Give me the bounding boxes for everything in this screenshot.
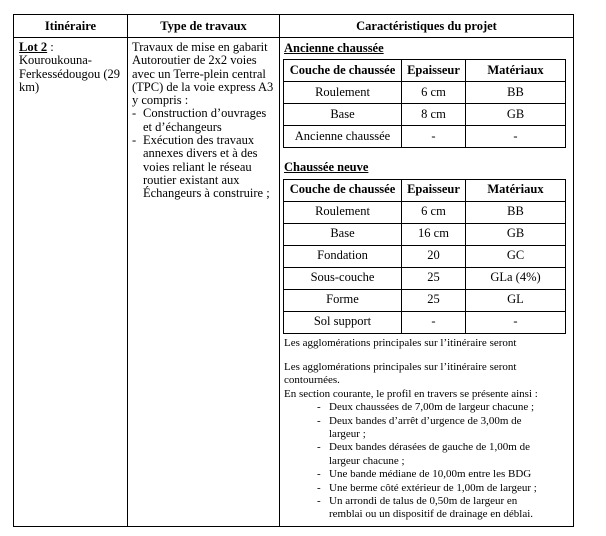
- dash-bullet: -: [317, 495, 321, 508]
- cell-thickness: 16 cm: [402, 224, 466, 245]
- characteristics-cell: [280, 38, 573, 526]
- profile-item-text: Un arrondi de talus de 0,50m de largeur en remblai ou un dispositif de drainage en déblai.: [329, 495, 534, 521]
- table-row: [284, 311, 565, 333]
- profile-intro: En section courante, le profil en travers se présente ainsi :: [284, 387, 538, 400]
- cell-material: -: [513, 129, 518, 144]
- works-item-text: Construction d’ouvrages et d’échangeurs: [143, 106, 267, 134]
- profile-list: [317, 401, 569, 522]
- cell-material: -: [513, 314, 518, 329]
- lot-suffix: :: [47, 40, 54, 54]
- works-cell: [128, 38, 280, 526]
- cell-material: GB: [506, 226, 525, 241]
- cell-material: GB: [506, 107, 525, 122]
- new-road-table: [283, 179, 566, 334]
- col-couche: Couche de chaussée: [284, 60, 402, 81]
- header-type-travaux: Type de travaux: [128, 15, 280, 37]
- profile-item-text: Deux bandes dérasées de gauche de 1,00m de largeur chacune ;: [329, 441, 530, 467]
- cell-thickness: 6 cm: [402, 202, 466, 223]
- cell-thickness: 20: [402, 246, 466, 267]
- col-epaisseur: Epaisseur: [402, 180, 466, 201]
- cell-layer: Roulement: [284, 82, 402, 103]
- profile-list-item: [317, 401, 569, 414]
- cell-material: BB: [507, 204, 524, 219]
- cell-thickness: -: [402, 312, 466, 333]
- agglomerations-note-1: Les agglomérations principales sur l’itinéraire seront: [284, 336, 517, 349]
- table-row: [284, 125, 565, 147]
- table-row: [284, 223, 565, 245]
- table-row: [284, 289, 565, 311]
- table-row: [284, 267, 565, 289]
- cell-thickness: 6 cm: [402, 82, 466, 103]
- cell-layer: Forme: [284, 290, 402, 311]
- table-body-row: [14, 38, 573, 526]
- cell-thickness: 25: [402, 268, 466, 289]
- dash-bullet: -: [132, 133, 137, 148]
- cell-layer: Roulement: [284, 202, 402, 223]
- table-row: [284, 103, 565, 125]
- project-table: [13, 14, 574, 527]
- itinerary-cell: [14, 38, 128, 526]
- cell-layer: Ancienne chaussée: [284, 126, 402, 147]
- dash-bullet: -: [317, 441, 321, 454]
- new-road-title: Chaussée neuve: [284, 160, 369, 175]
- agglomerations-note-2: Les agglomérations principales sur l’itinéraire seront contournées.: [284, 361, 517, 387]
- works-list: [132, 107, 277, 200]
- route-text: Kouroukouna-Ferkessédougou (29 km): [19, 53, 121, 94]
- profile-list-item: [317, 482, 569, 495]
- profile-list-item: [317, 468, 569, 481]
- profile-item-text: Une berme côté extérieur de 1,00m de largeur ;: [329, 481, 537, 494]
- col-couche: Couche de chaussée: [284, 180, 402, 201]
- works-intro: Travaux de mise en gabarit Autoroutier de 2x2 voies avec un Terre-plein central (TPC) de la voie express A3 y compris :: [132, 40, 274, 108]
- cell-thickness: 8 cm: [402, 104, 466, 125]
- col-materiaux: Matériaux: [487, 63, 544, 78]
- works-item-text: Exécution des travaux annexes divers et à des voies reliant le réseau routier existant aux Échangeurs à construire ;: [143, 133, 270, 201]
- cell-material: GL: [507, 292, 524, 307]
- table-row: [284, 245, 565, 267]
- cell-material: GLa (4%): [490, 270, 541, 285]
- cell-thickness: 25: [402, 290, 466, 311]
- cell-layer: Fondation: [284, 246, 402, 267]
- table-row: [284, 81, 565, 103]
- profile-item-text: Deux chaussées de 7,00m de largeur chacune ;: [329, 401, 535, 414]
- profile-list-item: [317, 441, 569, 468]
- profile-item-text: Une bande médiane de 10,00m entre les BDG: [329, 468, 532, 481]
- old-road-title: Ancienne chaussée: [284, 41, 384, 55]
- cell-layer: Sous-couche: [284, 268, 402, 289]
- dash-bullet: -: [317, 414, 321, 427]
- lot-line: [19, 41, 123, 54]
- profile-item-text: Deux bandes d’arrêt d’urgence de 3,00m de largeur ;: [329, 414, 522, 441]
- dash-bullet: -: [317, 481, 321, 494]
- cell-material: BB: [507, 85, 524, 100]
- cell-layer: Sol support: [284, 312, 402, 333]
- dash-bullet: -: [317, 468, 321, 481]
- profile-list-item: [317, 495, 569, 522]
- header-itineraire: Itinéraire: [14, 15, 128, 37]
- profile-list-item: [317, 415, 569, 442]
- lot-label: Lot 2: [19, 40, 48, 54]
- table-row: [284, 201, 565, 223]
- dash-bullet: -: [317, 401, 321, 414]
- works-list-item: [132, 134, 277, 200]
- cell-material: GC: [506, 248, 525, 263]
- works-list-item: [132, 107, 277, 134]
- old-road-table-header: [284, 60, 565, 81]
- col-materiaux: Matériaux: [487, 182, 544, 197]
- new-road-table-header: [284, 180, 565, 201]
- header-caracteristiques: Caractéristiques du projet: [356, 18, 497, 33]
- cell-layer: Base: [284, 104, 402, 125]
- cell-thickness: -: [402, 126, 466, 147]
- table-header-row: [14, 15, 573, 38]
- dash-bullet: -: [132, 106, 137, 121]
- col-epaisseur: Epaisseur: [402, 60, 466, 81]
- cell-layer: Base: [284, 224, 402, 245]
- old-road-table: [283, 59, 566, 148]
